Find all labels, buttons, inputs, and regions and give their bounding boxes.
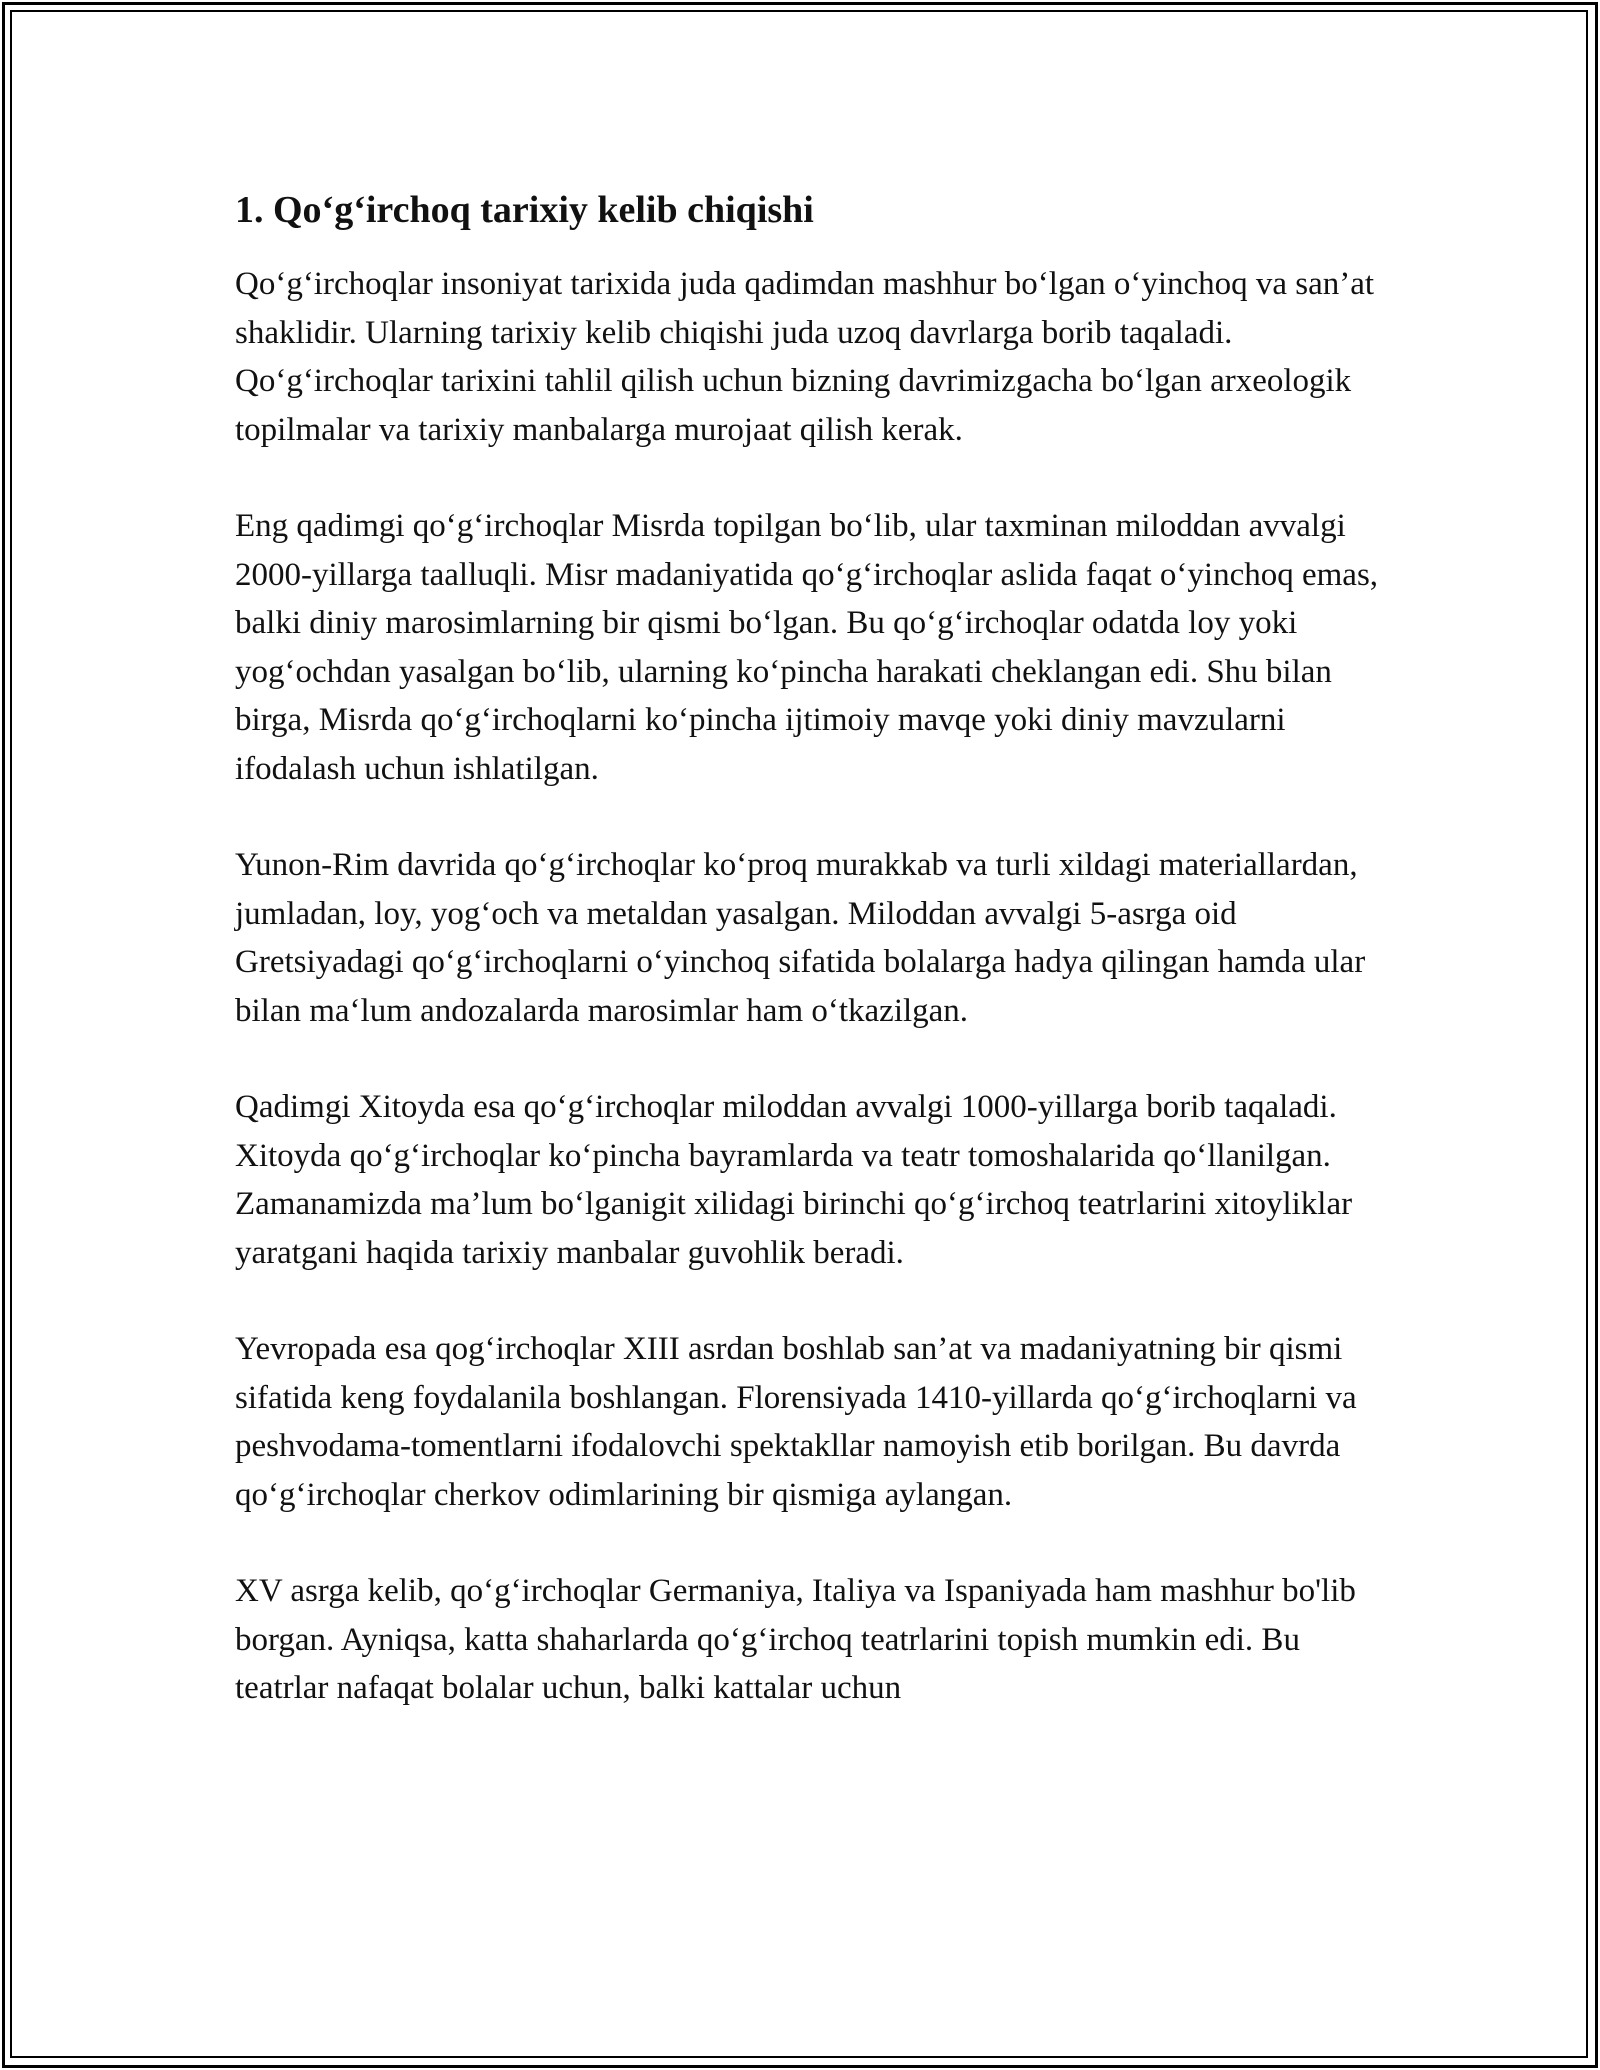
- paragraph-3: Yunon-Rim davrida qo‘g‘irchoqlar ko‘proq murakkab va turli xildagi materiallardan, jumladan, loy, yog‘och va metaldan yasalgan. Miloddan avvalgi 5-asrga oid Gretsiyadagi qo‘g‘irchoqlarni o‘yinchoq sifatida bolalarga hadya qilingan hamda ular bilan ma‘lum andozalarda marosimlar ham o‘tkazilgan.: [235, 847, 1366, 1029]
- document-body: [235, 186, 1380, 1761]
- paragraph-1: Qo‘g‘irchoqlar insoniyat tarixida juda qadimdan mashhur bo‘lgan o‘yinchoq va san’at shaklidir. Ularning tarixiy kelib chiqishi juda uzoq davrlarga borib taqaladi. Qo‘g‘irchoqlar tarixini tahlil qilish uchun bizning davrimizgacha bo‘lgan arxeologik topilmalar va tarixiy manbalarga murojaat qilish kerak.: [235, 266, 1375, 448]
- paragraph-2: Eng qadimgi qo‘g‘irchoqlar Misrda topilgan bo‘lib, ular taxminan miloddan avvalgi 2000-yillarga taalluqli. Misr madaniyatida qo‘g‘irchoqlar aslida faqat o‘yinchoq emas, balki diniy marosimlarning bir qismi bo‘lgan. Bu qo‘g‘irchoqlar odatda loy yoki yog‘ochdan yasalgan bo‘lib, ularning ko‘pincha harakati cheklangan edi. Shu bilan birga, Misrda qo‘g‘irchoqlarni ko‘pincha ijtimoiy mavqe yoki diniy mavzularni ifodalash uchun ishlatilgan.: [235, 508, 1379, 787]
- section-heading: 1. Qo‘g‘irchoq tarixiy kelib chiqishi: [235, 189, 814, 231]
- paragraph-5: Yevropada esa qog‘irchoqlar XIII asrdan boshlab san’at va madaniyatning bir qismi sifatida keng foydalanila boshlangan. Florensiyada 1410-yillarda qo‘g‘irchoqlarni va peshvodama-tomentlarni ifodalovchi spektakllar namoyish etib borilgan. Bu davrda qo‘g‘irchoqlar cherkov odimlarining bir qismiga aylangan.: [235, 1331, 1357, 1513]
- paragraph-6: XV asrga kelib, qo‘g‘irchoqlar Germaniya, Italiya va Ispaniyada ham mashhur bo'lib borgan. Ayniqsa, katta shaharlarda qo‘g‘irchoq teatrlarini topish mumkin edi. Bu teatrlar nafaqat bolalar uchun, balki kattalar uchun: [235, 1573, 1356, 1706]
- paragraph-4: Qadimgi Xitoyda esa qo‘g‘irchoqlar miloddan avvalgi 1000-yillarga borib taqaladi. Xitoyda qo‘g‘irchoqlar ko‘pincha bayramlarda va teatr tomoshalarida qo‘llanilgan. Zamanamizda ma’lum bo‘lganigit xilidagi birinchi qo‘g‘irchoq teatrlarini xitoyliklar yaratgani haqida tarixiy manbalar guvohlik beradi.: [235, 1089, 1353, 1271]
